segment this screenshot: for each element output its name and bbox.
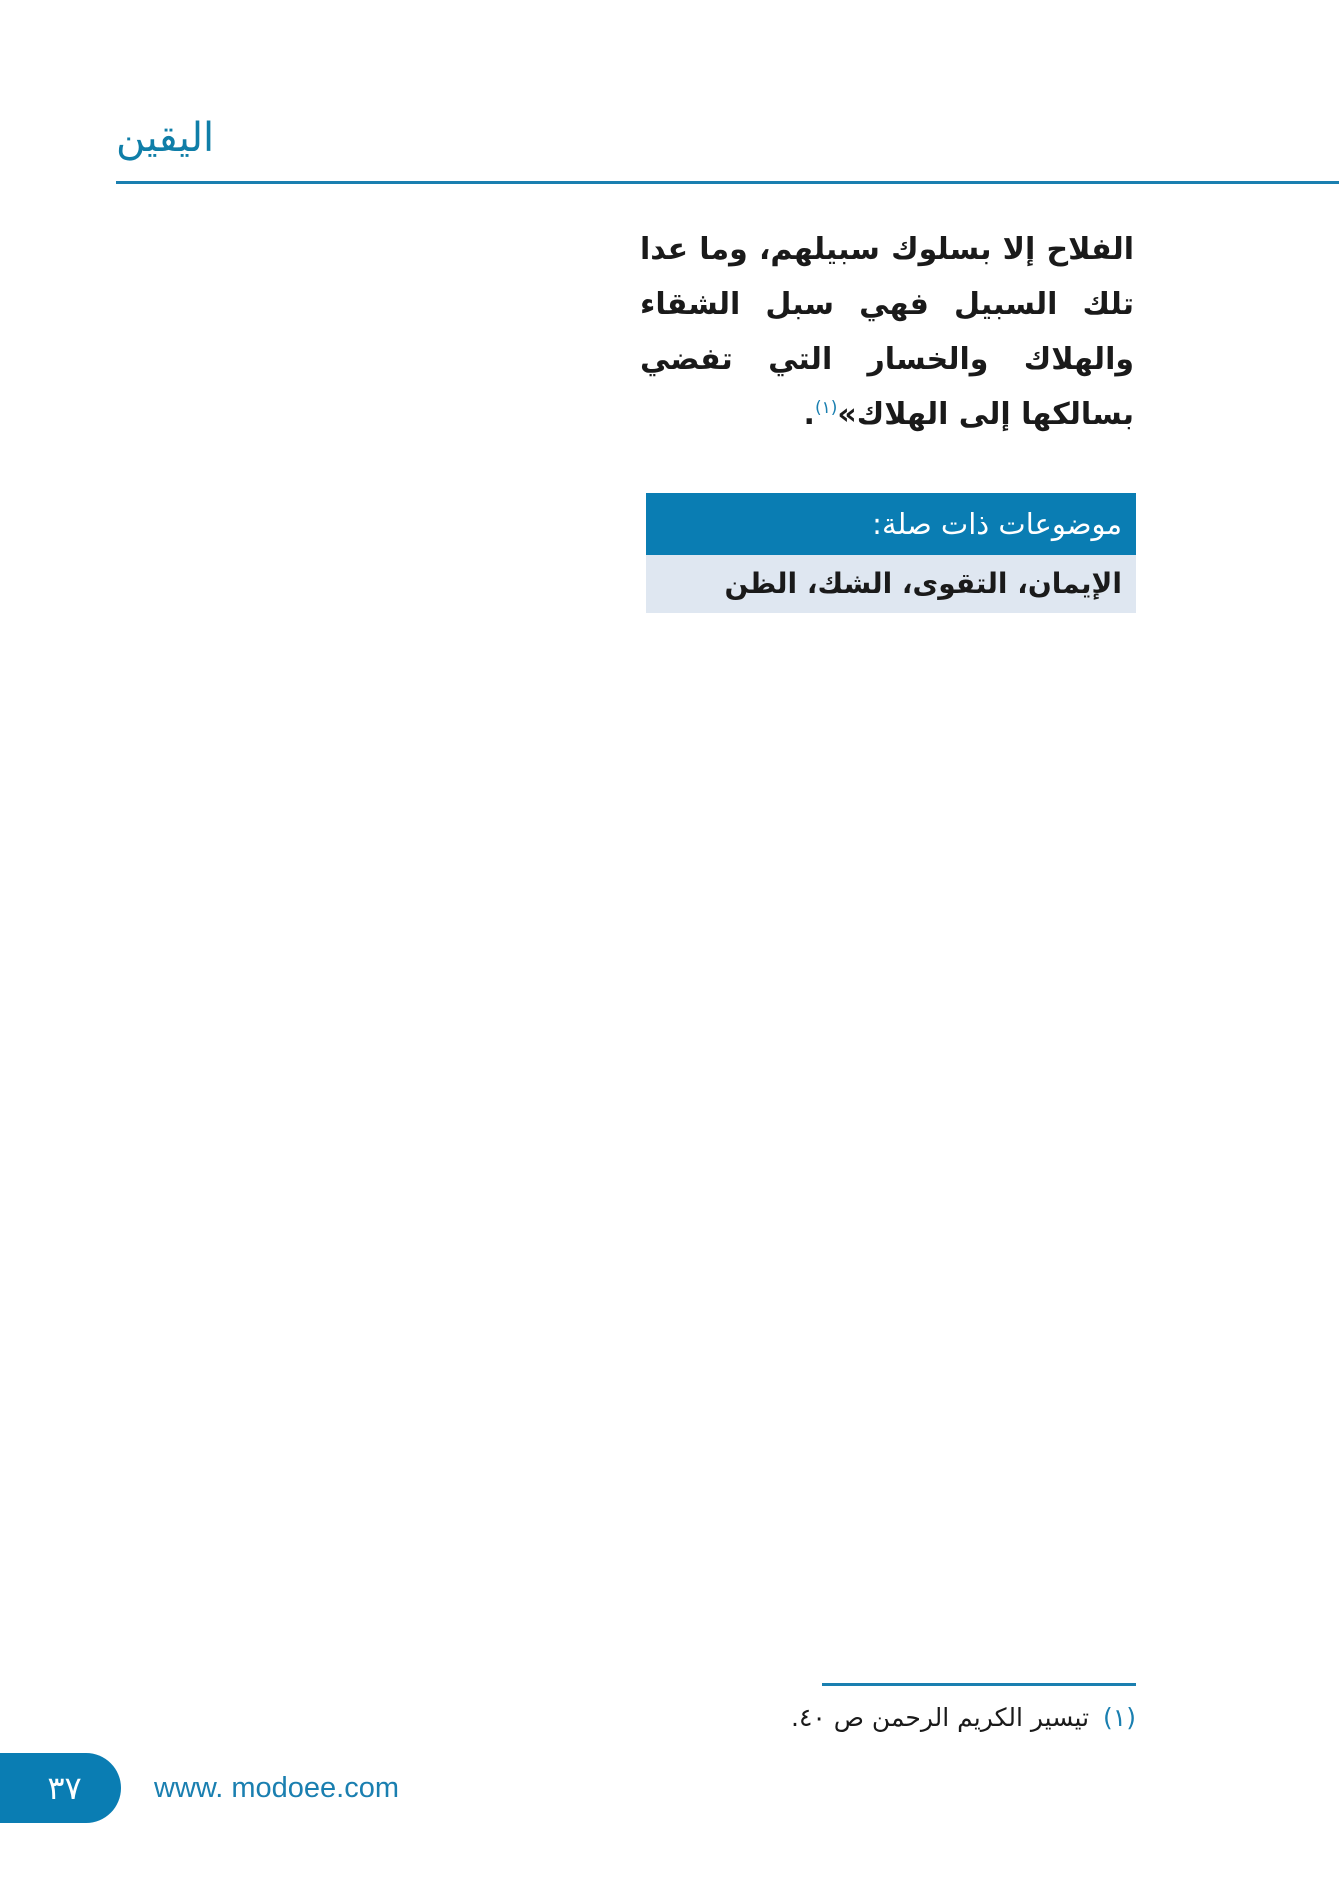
footnote-reference[interactable]: (١) bbox=[814, 398, 838, 418]
body-paragraph bbox=[640, 222, 1134, 442]
paragraph-end-punctuation: . bbox=[803, 397, 815, 432]
related-topics-list: الإيمان، التقوى، الشك، الظن bbox=[646, 555, 1136, 613]
website-link[interactable]: www. modoee.com bbox=[154, 1772, 399, 1804]
page-number-tab bbox=[0, 1753, 121, 1823]
related-topics-heading: موضوعات ذات صلة: bbox=[646, 493, 1136, 555]
page-number: ٣٧ bbox=[47, 1769, 82, 1807]
footnote-text: تيسير الكريم الرحمن ص ٤٠. bbox=[791, 1703, 1090, 1732]
footnote bbox=[640, 1700, 1136, 1736]
footnote-number: (١) bbox=[1103, 1703, 1136, 1732]
related-topics-box bbox=[646, 493, 1136, 613]
header-divider bbox=[116, 181, 1339, 184]
paragraph-text: الفلاح إلا بسلوك سبيلهم، وما عدا تلك السبيل فهي سبل الشقاء والهلاك والخسار التي تفضي بسالكها إلى الهلاك» bbox=[640, 232, 1134, 432]
footnote-divider bbox=[822, 1683, 1136, 1686]
page-title: اليقين bbox=[116, 115, 215, 161]
